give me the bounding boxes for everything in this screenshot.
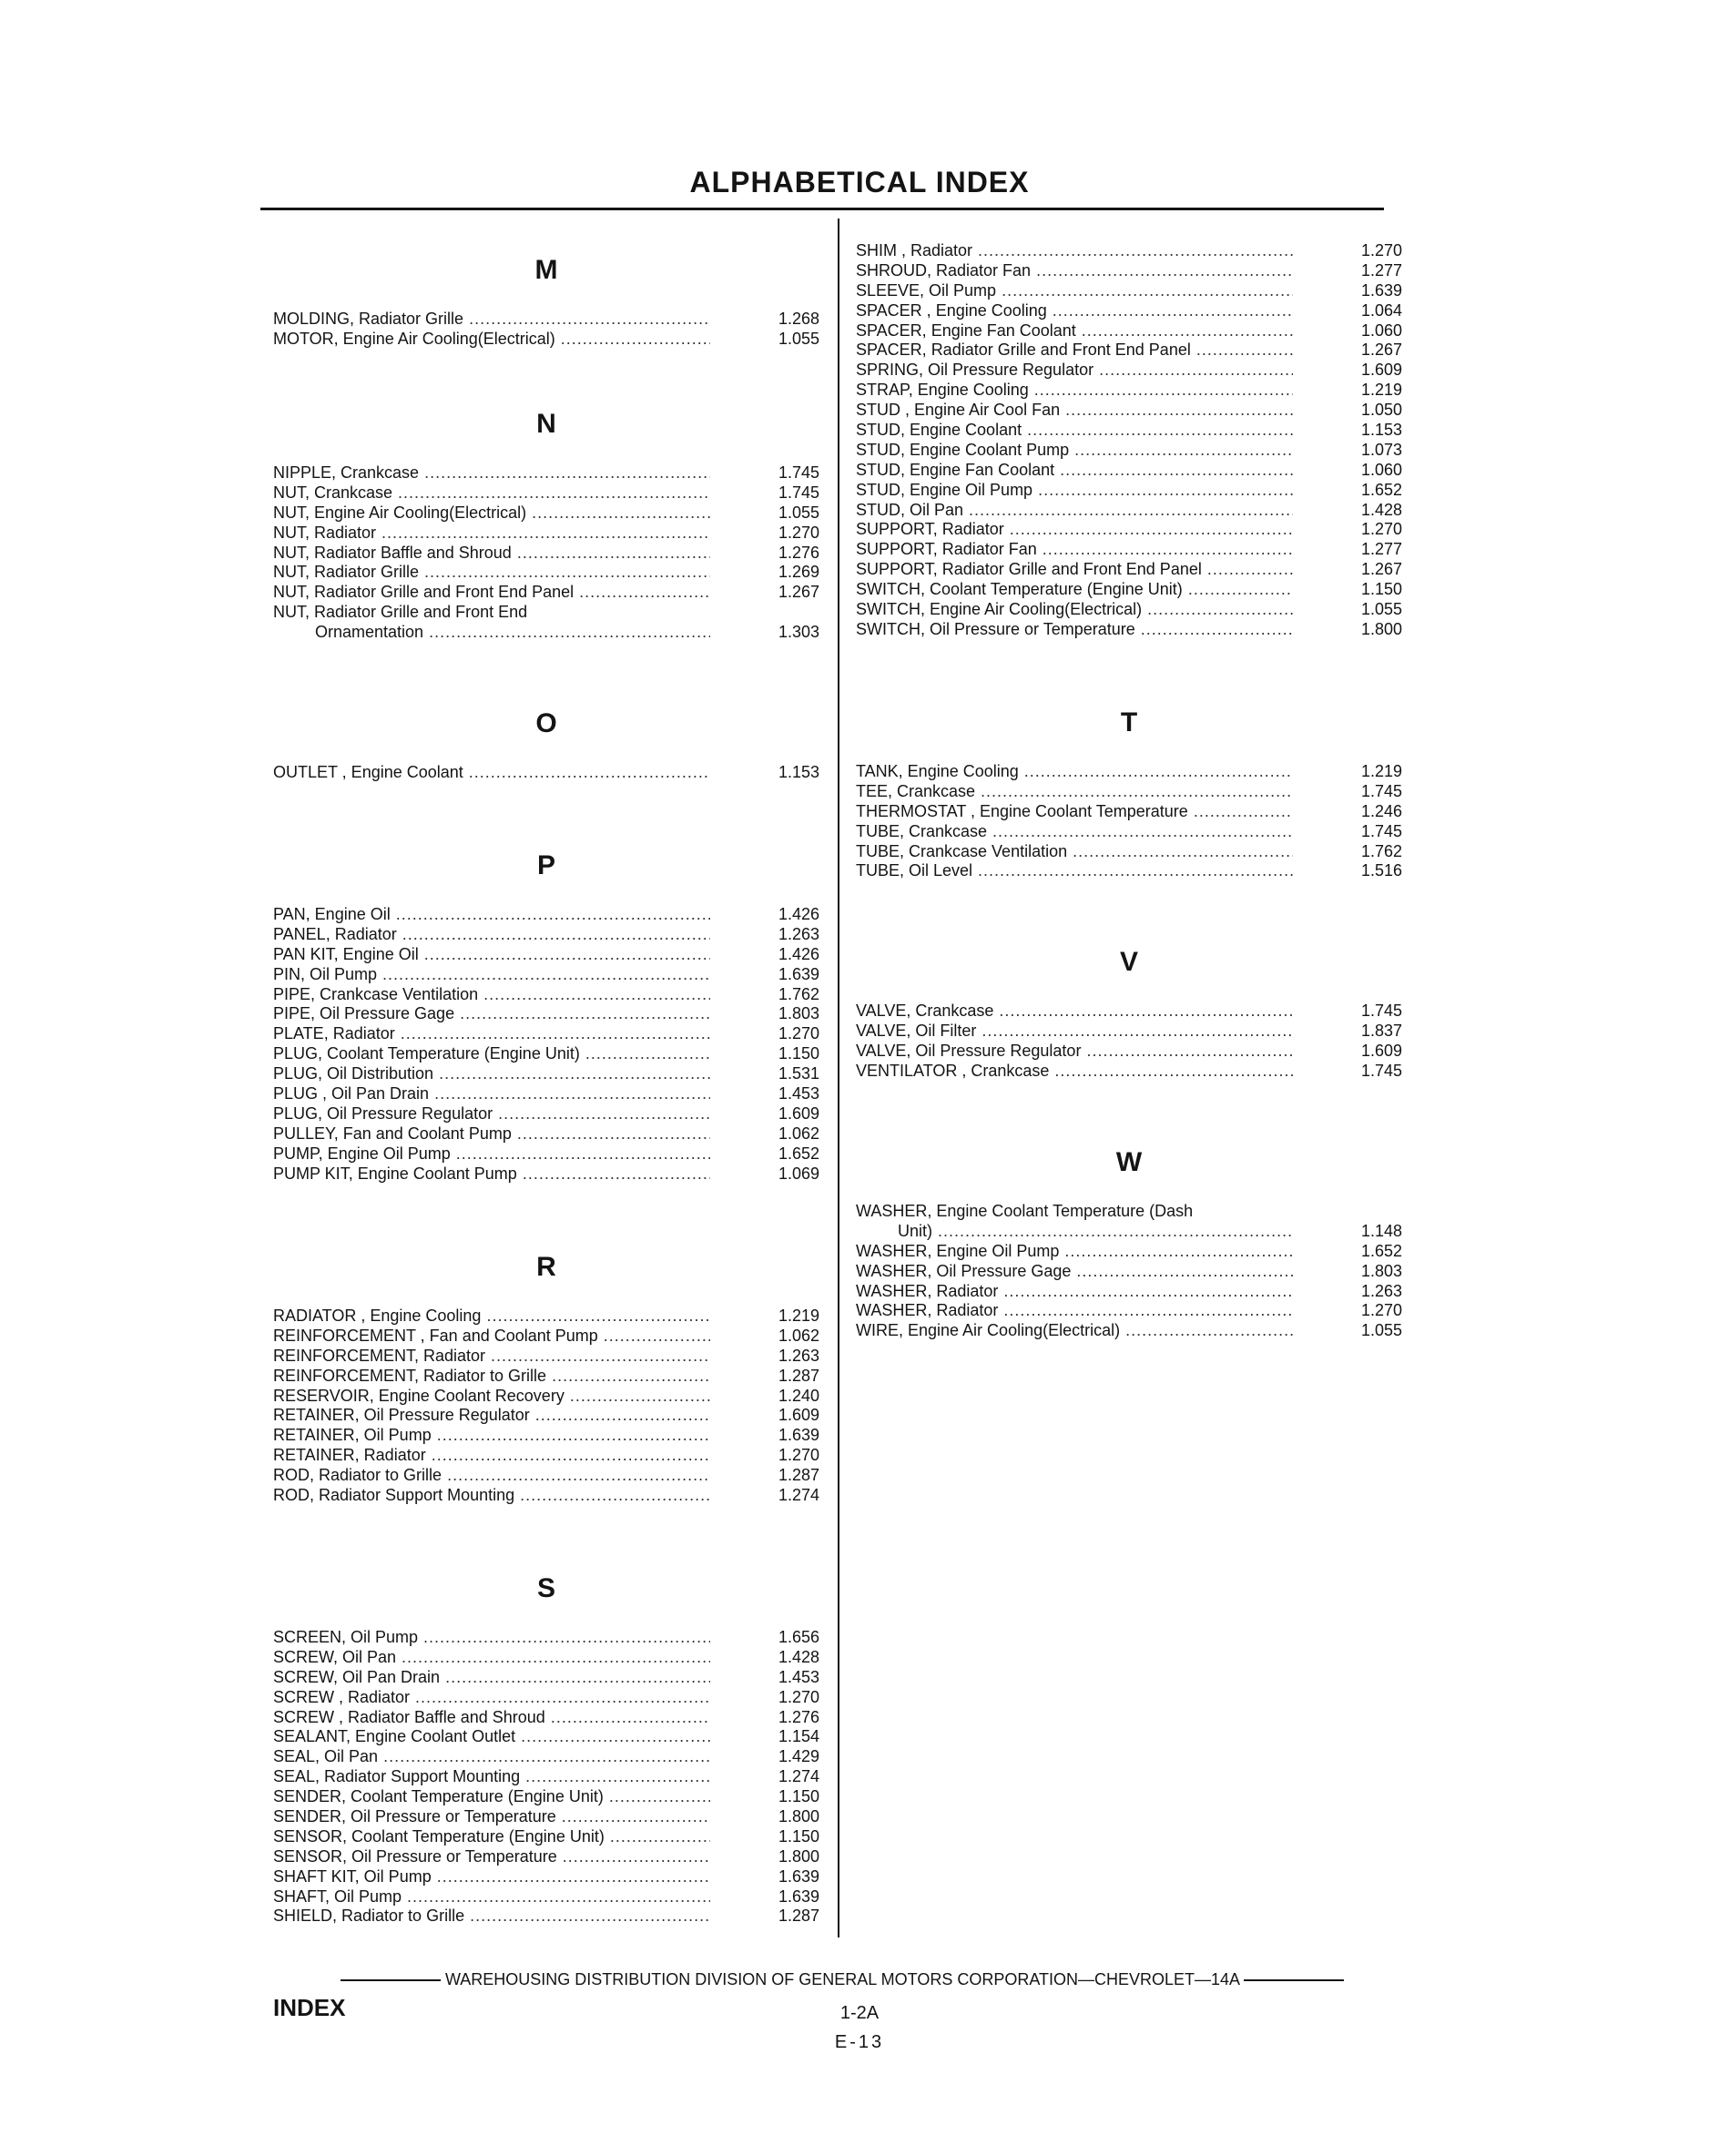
entry-name: THERMOSTAT , Engine Coolant Temperature .....: [856, 802, 1293, 822]
entry-name: NUT, Engine Air Cooling(Electrical) .....: [273, 503, 710, 524]
entry-page-ref: 1.429: [747, 1747, 819, 1767]
entry-name: WASHER, Radiator .....: [856, 1282, 1293, 1302]
entry-name: SUPPORT, Radiator Fan .....: [856, 540, 1293, 560]
entry-name: SUPPORT, Radiator .....: [856, 520, 1293, 540]
entry-name: PUMP, Engine Oil Pump .....: [273, 1144, 710, 1164]
entry-page-ref: 1.652: [1329, 481, 1402, 501]
index-entry: [273, 1708, 819, 1728]
entry-page-ref: 1.270: [1329, 520, 1402, 540]
entry-name: SHAFT KIT, Oil Pump .....: [273, 1867, 710, 1887]
entry-name: REINFORCEMENT , Fan and Coolant Pump .....: [273, 1327, 710, 1347]
entry-name: STUD, Engine Fan Coolant .....: [856, 461, 1293, 481]
index-entry: [273, 310, 819, 330]
entry-name: ROD, Radiator Support Mounting .....: [273, 1486, 710, 1506]
entry-page-ref: 1.639: [747, 1867, 819, 1887]
entry-page-ref: 1.270: [1329, 241, 1402, 261]
entry-name: WIRE, Engine Air Cooling(Electrical) .....: [856, 1321, 1293, 1341]
column-divider: [838, 219, 839, 1937]
section-letter: R: [536, 1252, 556, 1282]
index-entry: [856, 861, 1402, 881]
entry-name: TEE, Crankcase .....: [856, 782, 1293, 802]
entry-page-ref: 1.652: [1329, 1242, 1402, 1262]
entry-page-ref: 1.270: [747, 524, 819, 544]
entry-name: WASHER, Engine Oil Pump .....: [856, 1242, 1293, 1262]
entry-name: NUT, Radiator Grille .....: [273, 563, 710, 583]
entry-page-ref: 1.274: [747, 1486, 819, 1506]
section-s: [273, 1573, 819, 1927]
entry-name: PIN, Oil Pump .....: [273, 965, 710, 985]
index-entry: [273, 483, 819, 503]
index-entry: [273, 1367, 819, 1387]
entry-page-ref: 1.150: [747, 1827, 819, 1847]
entry-page-ref: 1.609: [747, 1406, 819, 1426]
entry-page-ref: 1.516: [1329, 861, 1402, 881]
entry-page-ref: 1.287: [747, 1466, 819, 1486]
section-letter: V: [1119, 947, 1138, 977]
entry-page-ref: 1.069: [747, 1164, 819, 1185]
entry-page-ref: 1.639: [747, 965, 819, 985]
index-entry: [273, 1486, 819, 1506]
entry-page-ref: 1.303: [747, 623, 819, 643]
section-m: [273, 255, 819, 350]
entry-name: VENTILATOR , Crankcase .....: [856, 1062, 1293, 1082]
index-entry: [273, 463, 819, 483]
section-w: [856, 1147, 1402, 1341]
entry-page-ref: 1.803: [1329, 1262, 1402, 1282]
section-letter: W: [1115, 1147, 1143, 1177]
entry-page-ref: 1.531: [747, 1064, 819, 1084]
entry-page-ref: 1.150: [747, 1787, 819, 1807]
entry-page-ref: 1.267: [747, 583, 819, 603]
entry-page-ref: 1.652: [747, 1144, 819, 1164]
entry-name: SCREW, Oil Pan .....: [273, 1648, 710, 1668]
entry-name: NUT, Crankcase .....: [273, 483, 710, 503]
index-entry: [273, 524, 819, 544]
page-number: 1-2A: [839, 2003, 880, 2023]
index-entry: [273, 544, 819, 564]
entry-page-ref: 1.274: [747, 1767, 819, 1787]
index-entry: [273, 1867, 819, 1887]
entry-name: REINFORCEMENT, Radiator .....: [273, 1347, 710, 1367]
entry-page-ref: 1.062: [747, 1124, 819, 1144]
section-letter: M: [534, 255, 558, 285]
entry-page-ref: 1.270: [747, 1024, 819, 1044]
entry-page-ref: 1.219: [1329, 762, 1402, 782]
entry-name: PANEL, Radiator .....: [273, 925, 710, 945]
index-entry: [273, 965, 819, 985]
entry-name: PUMP KIT, Engine Coolant Pump .....: [273, 1164, 710, 1185]
entry-page-ref: 1.267: [1329, 560, 1402, 580]
index-entry: [856, 1262, 1402, 1282]
index-entry: [856, 1022, 1402, 1042]
index-entry: [273, 1387, 819, 1407]
entry-name: PLUG , Oil Pan Drain .....: [273, 1084, 710, 1104]
footer-division-line: [273, 1970, 1411, 1989]
index-entry: [273, 1847, 819, 1867]
index-entry: [856, 1062, 1402, 1082]
index-entry: [856, 1222, 1402, 1242]
section-o: [273, 708, 819, 783]
index-entry: [273, 1307, 819, 1327]
entry-name: SENDER, Coolant Temperature (Engine Unit) .....: [273, 1787, 710, 1807]
index-entry: [856, 822, 1402, 842]
section-p: [273, 850, 819, 1184]
index-entry: [273, 925, 819, 945]
entry-name: ROD, Radiator to Grille .....: [273, 1466, 710, 1486]
index-entry: [273, 985, 819, 1005]
index-entry: [856, 520, 1402, 540]
entry-name: SHIM , Radiator .....: [856, 241, 1293, 261]
section-s-continued: [856, 241, 1402, 640]
index-entry: [856, 341, 1402, 361]
entry-page-ref: 1.060: [1329, 461, 1402, 481]
entry-page-ref: 1.428: [1329, 501, 1402, 521]
entry-page-ref: 1.270: [747, 1688, 819, 1708]
index-entry: [856, 361, 1402, 381]
section-r: [273, 1252, 819, 1506]
index-entry: [856, 401, 1402, 421]
entry-page-ref: 1.426: [747, 905, 819, 925]
index-entry: [273, 1064, 819, 1084]
entry-name: MOTOR, Engine Air Cooling(Electrical) .....: [273, 330, 710, 350]
index-entry: [273, 1044, 819, 1064]
entry-page-ref: 1.453: [747, 1668, 819, 1688]
entry-name: SEAL, Radiator Support Mounting .....: [273, 1767, 710, 1787]
index-entry: [273, 1887, 819, 1907]
entry-name: PIPE, Oil Pressure Gage .....: [273, 1004, 710, 1024]
entry-name: SENDER, Oil Pressure or Temperature .....: [273, 1807, 710, 1827]
entry-name: RESERVOIR, Engine Coolant Recovery .....: [273, 1387, 710, 1407]
entry-name: SENSOR, Coolant Temperature (Engine Unit) .....: [273, 1827, 710, 1847]
entry-page-ref: 1.276: [747, 544, 819, 564]
index-entry: [273, 1004, 819, 1024]
entry-name: RETAINER, Radiator .....: [273, 1446, 710, 1466]
entry-page-ref: 1.154: [747, 1727, 819, 1747]
entry-name: NUT, Radiator .....: [273, 524, 710, 544]
section-letter: O: [535, 708, 557, 738]
entry-page-ref: 1.639: [747, 1887, 819, 1907]
entry-page-ref: 1.609: [1329, 1042, 1402, 1062]
index-entry: [856, 481, 1402, 501]
entry-page-ref: 1.050: [1329, 401, 1402, 421]
entry-page-ref: 1.800: [1329, 620, 1402, 640]
entry-name: SHIELD, Radiator to Grille .....: [273, 1907, 710, 1927]
entry-page-ref: 1.287: [747, 1907, 819, 1927]
index-entry: [273, 1406, 819, 1426]
index-entry: [856, 441, 1402, 461]
entry-page-ref: 1.270: [747, 1446, 819, 1466]
index-entry: [856, 261, 1402, 281]
index-entry: [273, 1446, 819, 1466]
entry-page-ref: 1.745: [1329, 822, 1402, 842]
entry-page-ref: 1.268: [747, 310, 819, 330]
entry-page-ref: 1.055: [747, 503, 819, 524]
entry-page-ref: 1.263: [1329, 1282, 1402, 1302]
entry-name: STUD, Oil Pan .....: [856, 501, 1293, 521]
entry-name: STUD , Engine Air Cool Fan .....: [856, 401, 1293, 421]
index-entry: [273, 1787, 819, 1807]
index-entry: [273, 1648, 819, 1668]
section-letter: P: [536, 850, 555, 880]
section-v: [856, 947, 1402, 1082]
index-entry: [856, 1042, 1402, 1062]
entry-page-ref: 1.073: [1329, 441, 1402, 461]
index-entry: [856, 1321, 1402, 1341]
index-entry: [273, 763, 819, 783]
index-entry: [273, 1347, 819, 1367]
entry-page-ref: 1.055: [747, 330, 819, 350]
entry-page-ref: 1.055: [1329, 600, 1402, 620]
section-letter: N: [536, 409, 556, 439]
index-entry: [856, 1242, 1402, 1262]
entry-name: SCREW, Oil Pan Drain .....: [273, 1668, 710, 1688]
entry-name: STUD, Engine Coolant .....: [856, 421, 1293, 441]
entry-name: Unit) .....: [856, 1222, 1293, 1242]
entry-page-ref: 1.656: [747, 1628, 819, 1648]
index-entry: [273, 503, 819, 524]
entry-name: NUT, Radiator Baffle and Shroud .....: [273, 544, 710, 564]
entry-name: SPACER , Engine Cooling .....: [856, 301, 1293, 321]
index-entry: [856, 620, 1402, 640]
index-entry: [273, 603, 819, 623]
index-entry: [856, 782, 1402, 802]
entry-page-ref: 1.639: [747, 1426, 819, 1446]
entry-name: TUBE, Oil Level .....: [856, 861, 1293, 881]
index-entry: [273, 1907, 819, 1927]
entry-page-ref: 1.453: [747, 1084, 819, 1104]
section-n: [273, 409, 819, 643]
index-entry: [273, 623, 819, 643]
entry-name: OUTLET , Engine Coolant .....: [273, 763, 710, 783]
entry-name: MOLDING, Radiator Grille .....: [273, 310, 710, 330]
index-entry: [273, 1124, 819, 1144]
entry-page-ref: 1.153: [747, 763, 819, 783]
entry-page-ref: 1.148: [1329, 1222, 1402, 1242]
entry-page-ref: 1.064: [1329, 301, 1402, 321]
entry-page-ref: 1.269: [747, 563, 819, 583]
section-letter: S: [536, 1573, 555, 1603]
entry-name: SEAL, Oil Pan .....: [273, 1747, 710, 1767]
section-letter: T: [1120, 707, 1138, 737]
entry-name: PAN, Engine Oil .....: [273, 905, 710, 925]
index-entry: [856, 301, 1402, 321]
entry-name: SLEEVE, Oil Pump .....: [856, 281, 1293, 301]
index-entry: [273, 1466, 819, 1486]
footer-rule-right: [1244, 1979, 1344, 1981]
entry-name: WASHER, Oil Pressure Gage .....: [856, 1262, 1293, 1282]
entry-page-ref: 1.745: [747, 483, 819, 503]
index-entry: [856, 540, 1402, 560]
index-entry: [856, 1002, 1402, 1022]
index-entry: [856, 1301, 1402, 1321]
entry-page-ref: 1.219: [1329, 381, 1402, 401]
entry-name: Ornamentation .....: [273, 623, 710, 643]
entry-name: PLUG, Coolant Temperature (Engine Unit) .....: [273, 1044, 710, 1064]
entry-name: PLATE, Radiator .....: [273, 1024, 710, 1044]
entry-page-ref: 1.060: [1329, 321, 1402, 341]
index-entry: [273, 1144, 819, 1164]
index-entry: [273, 1688, 819, 1708]
entry-name: VALVE, Oil Pressure Regulator .....: [856, 1042, 1293, 1062]
entry-name: SPRING, Oil Pressure Regulator .....: [856, 361, 1293, 381]
entry-name: SUPPORT, Radiator Grille and Front End Panel .....: [856, 560, 1293, 580]
entry-page-ref: 1.263: [747, 1347, 819, 1367]
entry-page-ref: 1.150: [747, 1044, 819, 1064]
index-entry: [273, 1024, 819, 1044]
index-entry: [856, 802, 1402, 822]
entry-page-ref: 1.287: [747, 1367, 819, 1387]
entry-page-ref: 1.745: [747, 463, 819, 483]
entry-page-ref: 1.803: [747, 1004, 819, 1024]
entry-name: SPACER, Engine Fan Coolant .....: [856, 321, 1293, 341]
index-entry: [856, 381, 1402, 401]
index-entry: [273, 1164, 819, 1185]
entry-page-ref: 1.263: [747, 925, 819, 945]
entry-page-ref: 1.153: [1329, 421, 1402, 441]
entry-page-ref: 1.762: [747, 985, 819, 1005]
entry-page-ref: 1.609: [747, 1104, 819, 1124]
entry-name: PLUG, Oil Pressure Regulator .....: [273, 1104, 710, 1124]
entry-name: SWITCH, Coolant Temperature (Engine Unit) .....: [856, 580, 1293, 600]
entry-name: SCREW , Radiator Baffle and Shroud .....: [273, 1708, 710, 1728]
entry-name: SCREW , Radiator .....: [273, 1688, 710, 1708]
index-entry: [273, 1628, 819, 1648]
footer-index-label: INDEX: [273, 1994, 346, 2021]
entry-page-ref: 1.055: [1329, 1321, 1402, 1341]
entry-name: TUBE, Crankcase .....: [856, 822, 1293, 842]
entry-name: STUD, Engine Oil Pump .....: [856, 481, 1293, 501]
entry-page-ref: 1.267: [1329, 341, 1402, 361]
entry-page-ref: 1.837: [1329, 1022, 1402, 1042]
index-entry: [273, 1727, 819, 1747]
entry-name: SWITCH, Engine Air Cooling(Electrical) .....: [856, 600, 1293, 620]
entry-name: RETAINER, Oil Pressure Regulator .....: [273, 1406, 710, 1426]
entry-name: WASHER, Radiator .....: [856, 1301, 1293, 1321]
index-entry: [856, 421, 1402, 441]
entry-name: REINFORCEMENT, Radiator to Grille .....: [273, 1367, 710, 1387]
entry-name: SENSOR, Oil Pressure or Temperature .....: [273, 1847, 710, 1867]
page-code: E-13: [834, 2032, 885, 2052]
index-entry: [856, 762, 1402, 782]
entry-name: RADIATOR , Engine Cooling .....: [273, 1307, 710, 1327]
entry-name: SWITCH, Oil Pressure or Temperature .....: [856, 620, 1293, 640]
entry-page-ref: 1.800: [747, 1847, 819, 1867]
entry-name: NUT, Radiator Grille and Front End Panel .....: [273, 583, 710, 603]
index-entry: [273, 330, 819, 350]
index-entry: [273, 1807, 819, 1827]
entry-name: SEALANT, Engine Coolant Outlet .....: [273, 1727, 710, 1747]
section-t: [856, 707, 1402, 881]
footer-division: WAREHOUSING DISTRIBUTION DIVISION OF GENERAL MOTORS CORPORATION—CHEVROLET—14A: [444, 1970, 1240, 1988]
index-entry: [273, 1747, 819, 1767]
index-entry: [856, 842, 1402, 862]
page-title: ALPHABETICAL INDEX: [689, 166, 1030, 198]
entry-page-ref: 1.745: [1329, 1002, 1402, 1022]
entry-page-ref: 1.246: [1329, 802, 1402, 822]
entry-page-ref: 1.277: [1329, 540, 1402, 560]
index-entry: [273, 1327, 819, 1347]
index-entry: [856, 1202, 1402, 1222]
entry-name: STUD, Engine Coolant Pump .....: [856, 441, 1293, 461]
entry-name: TANK, Engine Cooling .....: [856, 762, 1293, 782]
entry-name: WASHER, Engine Coolant Temperature (Dash: [856, 1202, 1194, 1220]
index-entry: [856, 580, 1402, 600]
index-entry: [273, 1084, 819, 1104]
entry-name: NUT, Radiator Grille and Front End: [273, 603, 528, 622]
entry-page-ref: 1.277: [1329, 261, 1402, 281]
entry-name: RETAINER, Oil Pump .....: [273, 1426, 710, 1446]
entry-name: VALVE, Oil Filter .....: [856, 1022, 1293, 1042]
entry-name: PLUG, Oil Distribution .....: [273, 1064, 710, 1084]
entry-page-ref: 1.762: [1329, 842, 1402, 862]
index-entry: [273, 563, 819, 583]
entry-page-ref: 1.426: [747, 945, 819, 965]
footer-rule-left: [341, 1979, 441, 1981]
entry-name: VALVE, Crankcase .....: [856, 1002, 1293, 1022]
index-entry: [856, 1282, 1402, 1302]
entry-name: SHAFT, Oil Pump .....: [273, 1887, 710, 1907]
entry-page-ref: 1.609: [1329, 361, 1402, 381]
index-entry: [856, 461, 1402, 481]
entry-page-ref: 1.276: [747, 1708, 819, 1728]
entry-page-ref: 1.240: [747, 1387, 819, 1407]
index-entry: [273, 583, 819, 603]
entry-name: SHROUD, Radiator Fan .....: [856, 261, 1293, 281]
index-entry: [273, 1767, 819, 1787]
entry-name: TUBE, Crankcase Ventilation .....: [856, 842, 1293, 862]
entry-page-ref: 1.639: [1329, 281, 1402, 301]
entry-page-ref: 1.062: [747, 1327, 819, 1347]
index-entry: [273, 945, 819, 965]
entry-page-ref: 1.270: [1329, 1301, 1402, 1321]
index-entry: [273, 1827, 819, 1847]
entry-name: SPACER, Radiator Grille and Front End Panel .....: [856, 341, 1293, 361]
title-rule: [260, 208, 1384, 210]
index-entry: [273, 1426, 819, 1446]
index-entry: [856, 501, 1402, 521]
index-entry: [856, 281, 1402, 301]
index-entry: [856, 321, 1402, 341]
entry-page-ref: 1.800: [747, 1807, 819, 1827]
entry-page-ref: 1.745: [1329, 1062, 1402, 1082]
index-entry: [273, 905, 819, 925]
entry-name: SCREEN, Oil Pump .....: [273, 1628, 710, 1648]
index-entry: [856, 560, 1402, 580]
index-entry: [856, 241, 1402, 261]
entry-name: PIPE, Crankcase Ventilation .....: [273, 985, 710, 1005]
index-entry: [273, 1104, 819, 1124]
entry-name: NIPPLE, Crankcase .....: [273, 463, 710, 483]
index-entry: [856, 600, 1402, 620]
entry-page-ref: 1.150: [1329, 580, 1402, 600]
entry-page-ref: 1.745: [1329, 782, 1402, 802]
entry-name: PULLEY, Fan and Coolant Pump .....: [273, 1124, 710, 1144]
entry-page-ref: 1.428: [747, 1648, 819, 1668]
index-entry: [273, 1668, 819, 1688]
entry-name: STRAP, Engine Cooling .....: [856, 381, 1293, 401]
entry-name: PAN KIT, Engine Oil .....: [273, 945, 710, 965]
entry-page-ref: 1.219: [747, 1307, 819, 1327]
